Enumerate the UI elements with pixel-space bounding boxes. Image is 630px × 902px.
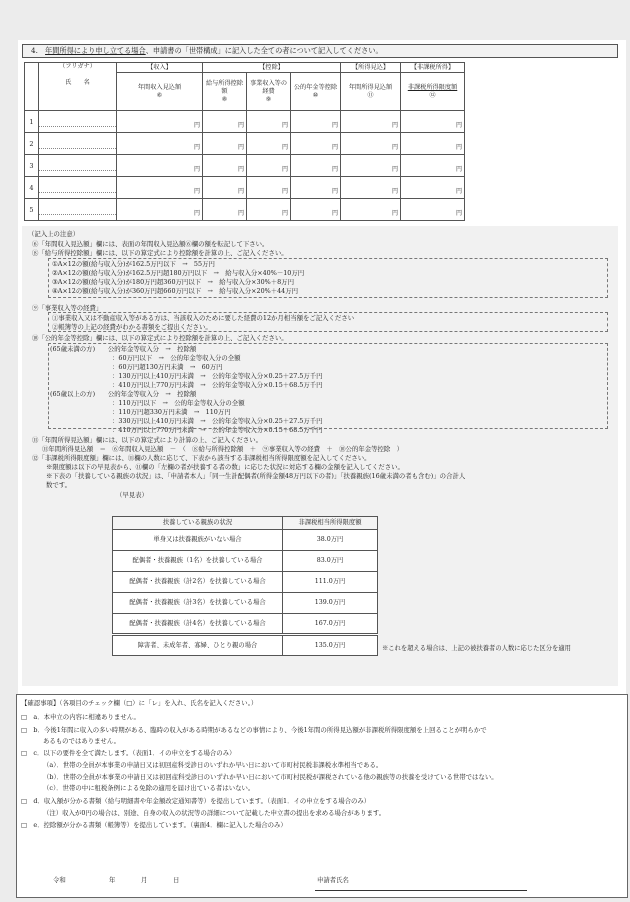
amount-cell[interactable]: 円 — [291, 199, 341, 221]
date-month-label: 月 — [141, 876, 148, 884]
limit-amount-cell: 111.0万円 — [283, 572, 378, 593]
row-number: 3 — [25, 155, 39, 177]
table-row — [25, 177, 465, 199]
pension-header — [291, 73, 341, 111]
limit-row — [113, 572, 378, 593]
note-line: ：110万円超330万円未満 → 110万円 — [112, 408, 231, 416]
note-dashed-box — [48, 343, 608, 429]
business-header-no: ⑨ — [265, 95, 272, 103]
limit-table — [112, 516, 378, 656]
amount-cell[interactable]: 円 — [203, 177, 247, 199]
confirm-line: （注）収入が0円の場合は、別途、自身の収入の状況等の詳細について記載した申立書の提出を求める場合があります。 — [43, 809, 386, 817]
limit-row — [113, 593, 378, 614]
name-cell[interactable] — [39, 177, 117, 199]
note-line: (65歳未満の方) 公的年金等収入分 → 控除額 — [50, 345, 197, 353]
income-est-header — [341, 73, 401, 111]
amount-cell[interactable]: 円 — [203, 155, 247, 177]
note-line: ：330万円以上410万円未満 → 公的年金等収入分×0.25＋27.5万千円 — [112, 417, 323, 425]
amount-cell[interactable]: 円 — [247, 155, 291, 177]
note-line: ④A×12の額(給与収入分)が360万円超660万円以下 → 給与収入分×20%＋44万円 — [52, 287, 299, 295]
confirm-line: 【確認事項】（各項目のチェック欄（□）に「レ」を入れ、氏名を記入ください。） — [21, 699, 258, 707]
limit-status-cell: 障害者、未成年者、寡婦、ひとり親の場合 — [113, 635, 283, 656]
note-line: ：60万円超130万円未満 → 60万円 — [112, 363, 223, 371]
confirm-line: あるものではありません。 — [43, 737, 121, 745]
limit-amount-cell: 135.0万円 — [283, 635, 378, 656]
amount-cell[interactable]: 円 — [247, 111, 291, 133]
note-line: （記入上の注意） — [28, 230, 80, 238]
limit-row — [113, 614, 378, 635]
limit-header-status: 扶養している親族の状況 — [113, 517, 283, 530]
corner-cell — [25, 63, 39, 111]
pension-header-no: ⑩ — [312, 91, 319, 99]
business-header — [247, 73, 291, 111]
limit-amount-cell: 167.0万円 — [283, 614, 378, 635]
amount-cell[interactable]: 円 — [341, 133, 401, 155]
income-est-header-no: ⑪ — [367, 91, 374, 99]
limit-status-cell: 配偶者・扶養親族（1名）を扶養している場合 — [113, 551, 283, 572]
section-4-title — [22, 44, 618, 58]
name-cell[interactable] — [39, 133, 117, 155]
limit-row — [113, 551, 378, 572]
note-dashed-box — [48, 312, 608, 332]
confirm-check-item[interactable]: □ e．控除額が分かる書類（帳簿等）を提出しています。（裏面4．欄に記入した場合のみ） — [21, 821, 287, 829]
note-line: ：410万円以上770万円未満 → 公的年金等収入分×0.15＋68.5万千円 — [112, 381, 323, 389]
limit-amount-cell: 83.0万円 — [283, 551, 378, 572]
amount-cell[interactable]: 円 — [341, 111, 401, 133]
signature-line[interactable] — [315, 881, 527, 891]
row-number: 2 — [25, 133, 39, 155]
note-line: ：130万円以上410万円未満 → 公的年金等収入分×0.25＋27.5万千円 — [112, 372, 323, 380]
income-est-header-label: 年間所得見込額 — [348, 83, 393, 91]
date-year-label: 年 — [109, 876, 116, 884]
limit-row — [113, 530, 378, 551]
confirm-line: （b）．世帯の全員が本事業の申請日又は初回産科受診日のいずれか早い日において市町村民税が課税されている他の親族等の扶養を受けている世帯ではない。 — [43, 773, 498, 781]
income-table — [24, 62, 465, 221]
salary-header-label: 給与所得控除額 — [205, 79, 244, 95]
limit-status-cell: 配偶者・扶養親族（計2名）を扶養している場合 — [113, 572, 283, 593]
note-line: ⑩「公的年金等控除」欄には、以下の算定式により控除額を計算の上、ご記入ください。 — [32, 334, 288, 342]
limit-header-amount: 非課税相当所得限度額 — [283, 517, 378, 530]
note-line: ②帳簿等の上記の経費がわかる書類をご提出ください。 — [52, 323, 212, 331]
nontax-group-header: 【非課税所得】 — [401, 63, 465, 73]
nontax-header-no: ⑫ — [429, 91, 436, 99]
note-line: ⑧「給与所得控除額」欄には、以下の算定式により控除額を計算の上、ご記入ください。 — [32, 249, 288, 257]
section-title-rest: 、申請書の「世帯構成」に記入した全ての者について記入してください。 — [145, 46, 383, 55]
income-header — [117, 73, 203, 111]
note-dashed-box — [48, 258, 608, 298]
note-line: ⑫「非課税所得限度額」欄には、⑪欄の人数に応じて、下表から該当する非課税相当所得限度額を記入してください。 — [32, 454, 371, 462]
amount-cell[interactable]: 円 — [401, 155, 465, 177]
income-est-group-header: 【所得見込】 — [341, 63, 401, 73]
limit-amount-cell: 139.0万円 — [283, 593, 378, 614]
note-line: ⑪年間所得見込額 ＝ ⑥年間収入見込額 － （ ⑧給与所得控除額 ＋ ⑨事業収入等の経費 ＋ ⑩公的年金等控除 ） — [42, 445, 404, 453]
amount-cell[interactable]: 円 — [291, 133, 341, 155]
amount-cell[interactable]: 円 — [341, 155, 401, 177]
limit-amount-cell: 38.0万円 — [283, 530, 378, 551]
amount-cell[interactable]: 円 — [117, 133, 203, 155]
limit-status-cell: 単身又は扶養親族がいない場合 — [113, 530, 283, 551]
note-line: ※限度額は以下の早見表から、⑪欄の「左欄の者が扶養する者の数」に応じた状況に対応する欄の金額を記入してください。 — [46, 463, 404, 471]
table-row — [25, 155, 465, 177]
amount-cell[interactable]: 円 — [203, 133, 247, 155]
income-table-body — [25, 111, 465, 221]
amount-cell[interactable]: 円 — [291, 155, 341, 177]
amount-cell[interactable]: 円 — [401, 133, 465, 155]
confirm-check-item[interactable]: □ b．今後1年間に収入の多い時期がある、臨時の収入がある時期があるなどの事情により、今後1年間の所得見込額が非課税所得限度額を上回ることが明らかで — [21, 726, 487, 734]
table-row — [25, 111, 465, 133]
salary-header-no: ⑧ — [221, 95, 228, 103]
note-line: 数です。 — [46, 481, 72, 489]
date-era: 令和 — [53, 876, 66, 884]
name-cell[interactable] — [39, 199, 117, 221]
date-day-label: 日 — [173, 876, 180, 884]
amount-cell[interactable]: 円 — [203, 111, 247, 133]
note-line: ：410万円以上770万円未満 → 公的年金等収入分×0.15＋68.5万千円 — [112, 426, 323, 434]
amount-cell[interactable]: 円 — [401, 199, 465, 221]
table-row — [25, 133, 465, 155]
note-line: ③A×12の額(給与収入分)が180万円超360万円以下 → 給与収入分×30%＋8万円 — [52, 278, 294, 286]
note-line: ②A×12の額(給与収入分)が162.5万円超180万円以下 → 給与収入分×40%－10万円 — [52, 269, 305, 277]
amount-cell[interactable]: 円 — [247, 177, 291, 199]
income-header-label: 年間収入見込額 — [137, 83, 182, 91]
confirmation-section — [16, 694, 628, 898]
amount-cell[interactable]: 円 — [203, 199, 247, 221]
table-row — [25, 199, 465, 221]
limit-side-note: ※これを超える場合は、上記の被扶養者の人数に応じた区分を適用 — [382, 645, 571, 652]
note-line: ⑪「年間所得見込額」欄には、以下の算定式により計算の上、ご記入ください。 — [32, 436, 263, 444]
amount-cell[interactable]: 円 — [247, 199, 291, 221]
section-title-underlined: 年間所得により申し立てる場合 — [45, 46, 146, 55]
income-group-header: 【収入】 — [117, 63, 203, 73]
amount-cell[interactable]: 円 — [247, 133, 291, 155]
limit-row — [113, 635, 378, 656]
row-number: 5 — [25, 199, 39, 221]
salary-header — [203, 73, 247, 111]
confirm-check-item[interactable]: □ a．本申立の内容に相違ありません。 — [21, 713, 140, 721]
limit-status-cell: 配偶者・扶養親族（計3名）を扶養している場合 — [113, 593, 283, 614]
note-line: ：110万円以下 → 公的年金等収入分の全額 — [112, 399, 245, 407]
row-number: 4 — [25, 177, 39, 199]
amount-cell[interactable]: 円 — [291, 111, 341, 133]
note-line: （早見表） — [116, 491, 148, 499]
furigana-header: （フリガナ） — [59, 63, 96, 70]
name-cell[interactable] — [39, 155, 117, 177]
amount-cell[interactable]: 円 — [117, 199, 203, 221]
confirm-line: （a）．世帯の全員が本事業の申請日又は初回産科受診日のいずれか早い日において市町村民税非課税水準相当である。 — [43, 761, 383, 769]
amount-cell[interactable]: 円 — [401, 111, 465, 133]
name-header-label: 氏 名 — [65, 79, 90, 86]
note-line: ①A×12の額(給与収入分)が162.5万円以下 → 55万円 — [52, 260, 215, 268]
note-line: ：60万円以下 → 公的年金等収入分の全額 — [112, 354, 241, 362]
amount-cell[interactable]: 円 — [117, 111, 203, 133]
note-line: ⑥「年間収入見込額」欄には、表面の年間収入見込額⑥欄の額を転記して下さい。 — [32, 240, 269, 248]
amount-cell[interactable]: 円 — [341, 177, 401, 199]
note-line: ①事業収入又は不動産収入等がある方は、当該収入のために要した経費の12か月相当額をご記入ください — [52, 314, 355, 322]
signer-label: 申請者氏名 — [317, 876, 349, 884]
limit-status-cell: 配偶者・扶養親族（計4名）を扶養している場合 — [113, 614, 283, 635]
confirm-check-item[interactable]: □ c．以下の要件を全て満たします。（表面1．イの申立をする場合のみ） — [21, 749, 236, 757]
confirm-line: （c）．世帯の中に租税条例による免除の適用を届け出ている者はいない。 — [43, 784, 255, 792]
amount-cell[interactable]: 円 — [117, 155, 203, 177]
business-header-label: 事業収入等の経費 — [249, 79, 288, 95]
income-header-no: ⑥ — [156, 91, 163, 99]
row-number: 1 — [25, 111, 39, 133]
amount-cell[interactable]: 円 — [117, 177, 203, 199]
deduction-group-header: 【控除】 — [203, 63, 341, 73]
pension-header-label: 公的年金等控除 — [293, 83, 338, 91]
name-header — [39, 63, 117, 111]
amount-cell[interactable]: 円 — [341, 199, 401, 221]
amount-cell[interactable]: 円 — [291, 177, 341, 199]
note-line: (65歳以上の方) 公的年金等収入分 → 控除額 — [50, 390, 197, 398]
nontax-header-label: 非課税所得限度額 — [407, 83, 458, 91]
section-number: 4. — [31, 46, 46, 55]
note-line: ⑨「事業収入等の経費」 — [32, 304, 103, 312]
nontax-header — [401, 73, 465, 111]
amount-cell[interactable]: 円 — [401, 177, 465, 199]
name-cell[interactable] — [39, 111, 117, 133]
note-line: ※下表の「扶養している親族の状況」は、「申請者本人」「同一生計配偶者(所得金額48万円以下の者)」「扶養親族(16歳未満の者も含む)」の合計人 — [46, 472, 466, 480]
confirm-check-item[interactable]: □ d．収入額が分かる書類（給与明細書や年金額改定通知書等）を提出しています。（表面1．イの申立をする場合のみ） — [21, 797, 371, 805]
